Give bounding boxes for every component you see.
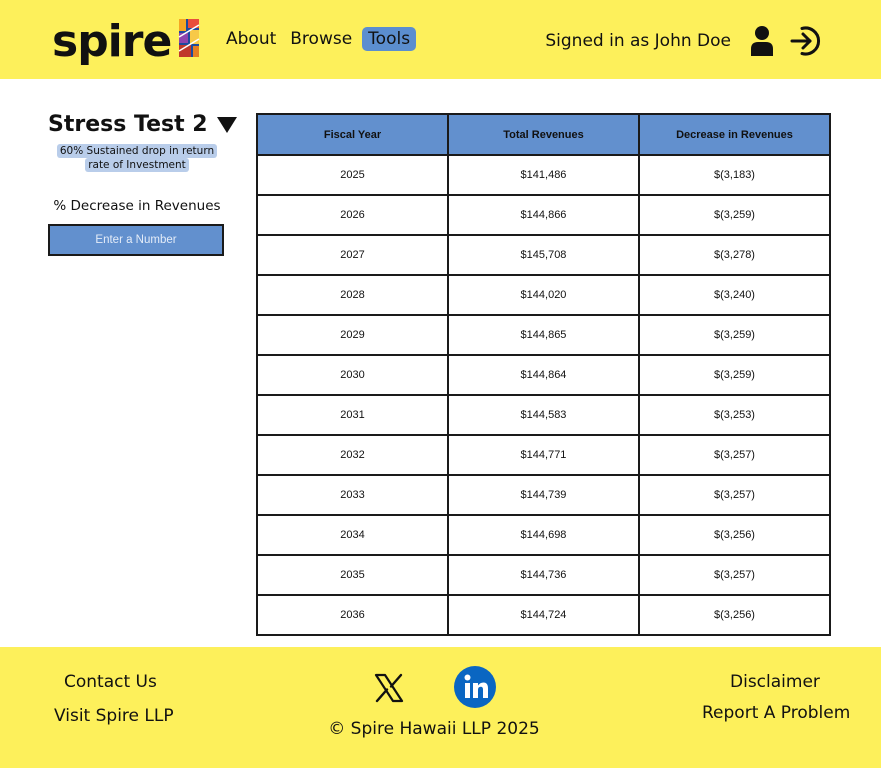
table-row [257, 155, 830, 195]
table-row [257, 435, 830, 475]
cell-total-revenues: $144,736 [448, 555, 639, 595]
table-row [257, 315, 830, 355]
cell-decrease-revenues: $(3,259) [639, 195, 830, 235]
linkedin-icon [453, 665, 497, 709]
stress-test-panel [48, 112, 226, 256]
revenue-table [256, 113, 831, 636]
cell-fiscal-year: 2034 [257, 515, 448, 555]
cell-fiscal-year: 2029 [257, 315, 448, 355]
table-row [257, 275, 830, 315]
copyright-text: © Spire Hawaii LLP 2025 [328, 719, 540, 739]
cell-decrease-revenues: $(3,253) [639, 395, 830, 435]
cell-total-revenues: $144,583 [448, 395, 639, 435]
table-row [257, 395, 830, 435]
cell-fiscal-year: 2027 [257, 235, 448, 275]
cell-total-revenues: $144,698 [448, 515, 639, 555]
cell-decrease-revenues: $(3,257) [639, 435, 830, 475]
table-row [257, 355, 830, 395]
column-header-fiscal-year: Fiscal Year [257, 114, 448, 155]
sign-out-button[interactable] [789, 22, 823, 60]
nav-tools[interactable]: Tools [362, 27, 416, 51]
cell-decrease-revenues: $(3,240) [639, 275, 830, 315]
cell-fiscal-year: 2031 [257, 395, 448, 435]
nav-browse[interactable]: Browse [290, 29, 353, 49]
decrease-number-input[interactable] [48, 224, 224, 256]
visit-spire-link[interactable]: Visit Spire LLP [54, 706, 174, 726]
cell-decrease-revenues: $(3,278) [639, 235, 830, 275]
table-row [257, 595, 830, 635]
cell-fiscal-year: 2028 [257, 275, 448, 315]
cell-total-revenues: $144,866 [448, 195, 639, 235]
column-header-total-revenues: Total Revenues [448, 114, 639, 155]
cell-total-revenues: $144,724 [448, 595, 639, 635]
site-header [0, 0, 881, 79]
decrease-field-label: % Decrease in Revenues [53, 198, 221, 214]
cell-fiscal-year: 2036 [257, 595, 448, 635]
user-profile-button[interactable] [745, 22, 779, 60]
stress-test-selector[interactable] [48, 112, 226, 137]
site-footer [0, 647, 881, 768]
cell-total-revenues: $144,771 [448, 435, 639, 475]
cell-decrease-revenues: $(3,257) [639, 475, 830, 515]
user-icon [750, 25, 774, 57]
linkedin-social-button[interactable] [453, 665, 497, 709]
cell-fiscal-year: 2033 [257, 475, 448, 515]
cell-total-revenues: $144,739 [448, 475, 639, 515]
cell-fiscal-year: 2035 [257, 555, 448, 595]
logo-mark-icon [177, 17, 201, 61]
contact-us-link[interactable]: Contact Us [64, 672, 157, 692]
signed-in-text: Signed in as John Doe [545, 31, 731, 51]
sign-out-icon [789, 24, 823, 58]
cell-total-revenues: $144,865 [448, 315, 639, 355]
table-row [257, 475, 830, 515]
table-row [257, 235, 830, 275]
caret-down-icon[interactable] [216, 114, 238, 136]
cell-total-revenues: $144,864 [448, 355, 639, 395]
stress-test-title: Stress Test 2 [48, 112, 208, 137]
cell-fiscal-year: 2030 [257, 355, 448, 395]
cell-decrease-revenues: $(3,256) [639, 515, 830, 555]
disclaimer-link[interactable]: Disclaimer [730, 672, 820, 692]
cell-fiscal-year: 2025 [257, 155, 448, 195]
cell-total-revenues: $141,486 [448, 155, 639, 195]
nav-about[interactable]: About [226, 29, 277, 49]
cell-fiscal-year: 2032 [257, 435, 448, 475]
x-icon [373, 672, 405, 704]
report-problem-link[interactable]: Report A Problem [702, 703, 851, 723]
cell-decrease-revenues: $(3,259) [639, 315, 830, 355]
main-nav [222, 27, 416, 51]
x-social-button[interactable] [370, 669, 408, 707]
cell-decrease-revenues: $(3,257) [639, 555, 830, 595]
cell-fiscal-year: 2026 [257, 195, 448, 235]
cell-total-revenues: $144,020 [448, 275, 639, 315]
column-header-decrease-revenues: Decrease in Revenues [639, 114, 830, 155]
stress-test-description [56, 144, 218, 172]
cell-total-revenues: $145,708 [448, 235, 639, 275]
table-row [257, 515, 830, 555]
table-header-row [257, 114, 830, 155]
user-area [545, 22, 823, 60]
cell-decrease-revenues: $(3,256) [639, 595, 830, 635]
revenue-table-container [256, 113, 831, 636]
table-row [257, 555, 830, 595]
logo-text: spire [52, 16, 172, 67]
stress-test-description-text: 60% Sustained drop in return rate of Investment [57, 144, 217, 172]
table-row [257, 195, 830, 235]
cell-decrease-revenues: $(3,259) [639, 355, 830, 395]
spire-logo[interactable] [52, 14, 201, 70]
cell-decrease-revenues: $(3,183) [639, 155, 830, 195]
